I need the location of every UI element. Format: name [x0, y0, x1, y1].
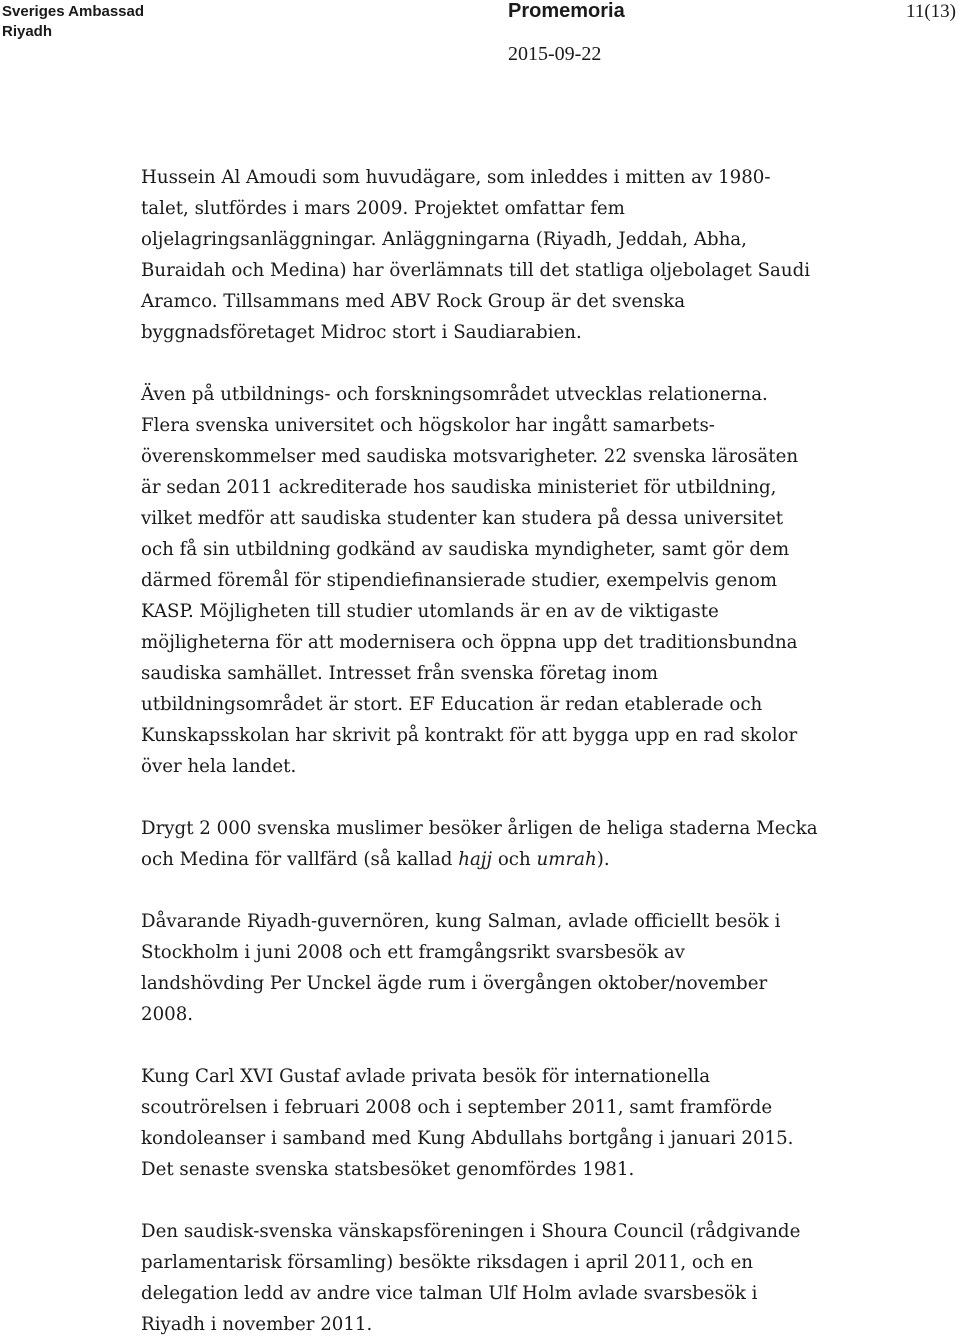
- text-line: oljelagringsanläggningar. Anläggningarna (Riyadh, Jeddah, Abha,: [141, 229, 747, 250]
- text-line: Kunskapsskolan har skrivit på kontrakt för att bygga upp en rad skolor: [141, 725, 798, 746]
- sender-city: Riyadh: [2, 23, 53, 40]
- text-line: möjligheterna för att modernisera och öppna upp det traditionsbundna: [141, 632, 798, 653]
- text-line: KASP. Möjligheten till studier utomlands är en av de viktigaste: [141, 601, 719, 622]
- text-line: Hussein Al Amoudi som huvudägare, som inleddes i mitten av 1980-: [141, 167, 771, 188]
- text-line: Dåvarande Riyadh-guvernören, kung Salman, avlade officiellt besök i: [141, 911, 781, 932]
- text-line: byggnadsföretaget Midroc stort i Saudiarabien.: [141, 322, 582, 343]
- text-line: och få sin utbildning godkänd av saudiska myndigheter, samt gör dem: [141, 539, 790, 560]
- paragraph-friendship-association: [141, 1216, 856, 1340]
- page-header: [0, 0, 960, 70]
- document-date: 2015-09-22: [508, 43, 602, 65]
- text-line: 2008.: [141, 1004, 194, 1025]
- text-line: Buraidah och Medina) har överlämnats till det statliga oljebolaget Saudi: [141, 260, 811, 281]
- text-line: talet, slutfördes i mars 2009. Projektet omfattar fem: [141, 198, 625, 219]
- text-line: utbildningsområdet är stort. EF Education är redan etablerade och: [141, 694, 763, 715]
- text-line: över hela landet.: [141, 756, 297, 777]
- paragraph-midroc: [141, 162, 856, 348]
- text-line: Drygt 2 000 svenska muslimer besöker årligen de heliga staderna Mecka: [141, 818, 818, 839]
- text-line: Den saudisk-svenska vänskapsföreningen i Shoura Council (rådgivande: [141, 1221, 801, 1242]
- text-line: delegation ledd av andre vice talman Ulf Holm avlade svarsbesök i: [141, 1283, 758, 1304]
- text-segment: ).: [596, 849, 610, 870]
- text-segment: och: [492, 849, 537, 870]
- text-line: scoutrörelsen i februari 2008 och i september 2011, samt framförde: [141, 1097, 773, 1118]
- text-line: Det senaste svenska statsbesöket genomfördes 1981.: [141, 1159, 635, 1180]
- document-body: [141, 162, 856, 1340]
- text-line: överenskommelser med saudiska motsvarigheter. 22 svenska lärosäten: [141, 446, 799, 467]
- sender-organization: Sveriges Ambassad: [2, 3, 145, 20]
- document-type: Promemoria: [508, 0, 625, 22]
- text-line: är sedan 2011 ackrediterade hos saudiska ministeriet för utbildning,: [141, 477, 777, 498]
- paragraph-governor-visit: [141, 906, 856, 1030]
- paragraph-royal-visits: [141, 1061, 856, 1185]
- text-line: därmed föremål för stipendiefinansierade studier, exempelvis genom: [141, 570, 778, 591]
- text-line: Kung Carl XVI Gustaf avlade privata besök för internationella: [141, 1066, 711, 1087]
- paragraph-pilgrimage: [141, 813, 856, 875]
- text-line: landshövding Per Unckel ägde rum i övergången oktober/november: [141, 973, 768, 994]
- text-line: vilket medför att saudiska studenter kan studera på dessa universitet: [141, 508, 784, 529]
- text-line: Stockholm i juni 2008 och ett framgångsrikt svarsbesök av: [141, 942, 685, 963]
- text-line: saudiska samhället. Intresset från svenska företag inom: [141, 663, 659, 684]
- italic-term-umrah: umrah: [536, 849, 597, 870]
- text-line: Flera svenska universitet och högskolor har ingått samarbets-: [141, 415, 715, 436]
- text-line: Riyadh i november 2011.: [141, 1314, 373, 1335]
- text-line: Även på utbildnings- och forskningsområdet utvecklas relationerna.: [141, 384, 768, 405]
- text-line: parlamentarisk församling) besökte riksdagen i april 2011, och en: [141, 1252, 753, 1273]
- italic-term-hajj: hajj: [458, 849, 493, 870]
- text-line: kondoleanser i samband med Kung Abdullahs bortgång i januari 2015.: [141, 1128, 794, 1149]
- text-line: Aramco. Tillsammans med ABV Rock Group är det svenska: [141, 291, 686, 312]
- paragraph-education: [141, 379, 856, 782]
- text-segment: och Medina för vallfärd (så kallad: [141, 849, 459, 870]
- page-number: 11(13): [906, 1, 956, 22]
- text-line: [141, 844, 856, 875]
